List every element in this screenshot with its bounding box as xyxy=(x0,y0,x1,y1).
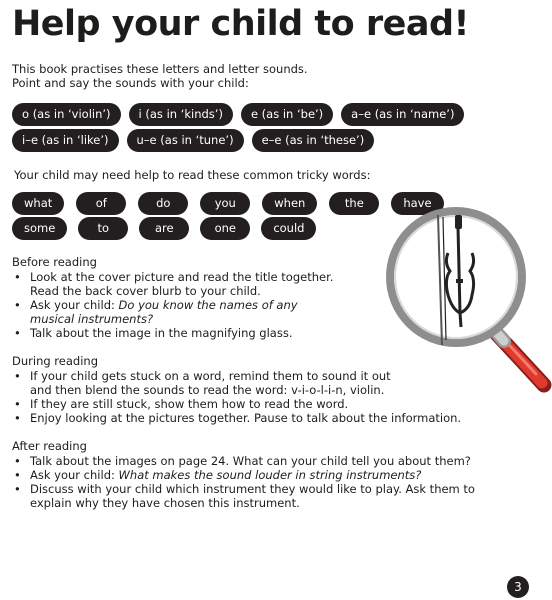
tricky-word-pill: what xyxy=(12,192,64,215)
magnifier-lens xyxy=(390,211,522,343)
tricky-word-pill: do xyxy=(138,192,188,215)
during-reading-heading: During reading xyxy=(12,354,98,368)
intro-line-2: Point and say the sounds with your child: xyxy=(12,76,249,90)
after-b2-prefix: Ask your child: xyxy=(30,468,119,482)
before-b1-line1: Look at the cover picture and read the title together. xyxy=(30,270,334,284)
tricky-word-pill: to xyxy=(78,217,128,240)
tricky-word-pill: the xyxy=(329,192,379,215)
tricky-word-pill: when xyxy=(262,192,317,215)
sound-pill: e (as in ‘be’) xyxy=(241,103,333,126)
list-item: • Enjoy looking at the pictures together. Pause to talk about the information. xyxy=(12,411,492,425)
tricky-word-pill: of xyxy=(76,192,126,215)
after-b2-question: What makes the sound louder in string instruments? xyxy=(118,468,422,482)
before-b2-prefix: Ask your child: xyxy=(30,298,119,312)
before-b2-question-1: Do you know the names of any xyxy=(118,298,298,312)
intro-line-1: This book practises these letters and letter sounds. xyxy=(12,62,308,76)
sound-pill: o (as in ‘violin’) xyxy=(12,103,121,126)
list-item xyxy=(12,298,372,326)
before-b2-question-2: musical instruments? xyxy=(30,312,154,326)
list-item: • Talk about the image in the magnifying glass. xyxy=(12,326,372,340)
after-b3-line1: Discuss with your child which instrument they would like to play. Ask them to xyxy=(30,482,475,496)
sounds-row-2 xyxy=(12,129,374,152)
tricky-word-pill: could xyxy=(261,217,316,240)
list-item xyxy=(12,468,512,482)
tricky-word-pill: are xyxy=(139,217,189,240)
after-reading-section xyxy=(12,439,512,510)
page-title: Help your child to read! xyxy=(12,4,469,44)
during-b1-line2: and then blend the sounds to read the word: v-i-o-l-i-n, violin. xyxy=(30,383,385,397)
before-reading-heading: Before reading xyxy=(12,255,97,269)
after-b3-line2: explain why they have chosen this instrument. xyxy=(30,496,300,510)
after-reading-heading: After reading xyxy=(12,439,87,453)
list-item xyxy=(12,270,372,298)
before-b1-line2: Read the back cover blurb to your child. xyxy=(30,284,261,298)
list-item xyxy=(12,482,512,510)
list-item: • If they are still stuck, show them how to read the word. xyxy=(12,397,492,411)
page-number: 3 xyxy=(507,576,529,598)
magnifying-glass-icon xyxy=(386,205,552,395)
tricky-word-pill: one xyxy=(200,217,250,240)
sounds-row-1 xyxy=(12,103,464,126)
tricky-words-row-2 xyxy=(12,217,316,240)
sound-pill: e–e (as in ‘these’) xyxy=(252,129,375,152)
tricky-words-row-1 xyxy=(12,192,444,215)
tricky-word-pill: some xyxy=(12,217,67,240)
magnifier-handle xyxy=(490,325,544,385)
sound-pill: i (as in ‘kinds’) xyxy=(129,103,233,126)
before-reading-section xyxy=(12,255,372,340)
tricky-words-intro: Your child may need help to read these common tricky words: xyxy=(14,168,371,182)
list-item: • Talk about the images on page 24. What can your child tell you about them? xyxy=(12,454,512,468)
tricky-word-pill: you xyxy=(200,192,250,215)
intro-text xyxy=(12,62,308,90)
tricky-word-pill: have xyxy=(391,192,443,215)
sound-pill: u–e (as in ‘tune’) xyxy=(127,129,244,152)
sound-pill: a–e (as in ‘name’) xyxy=(341,103,464,126)
sound-pill: i–e (as in ‘like’) xyxy=(12,129,119,152)
during-b1-line1: If your child gets stuck on a word, remind them to sound it out xyxy=(30,369,391,383)
